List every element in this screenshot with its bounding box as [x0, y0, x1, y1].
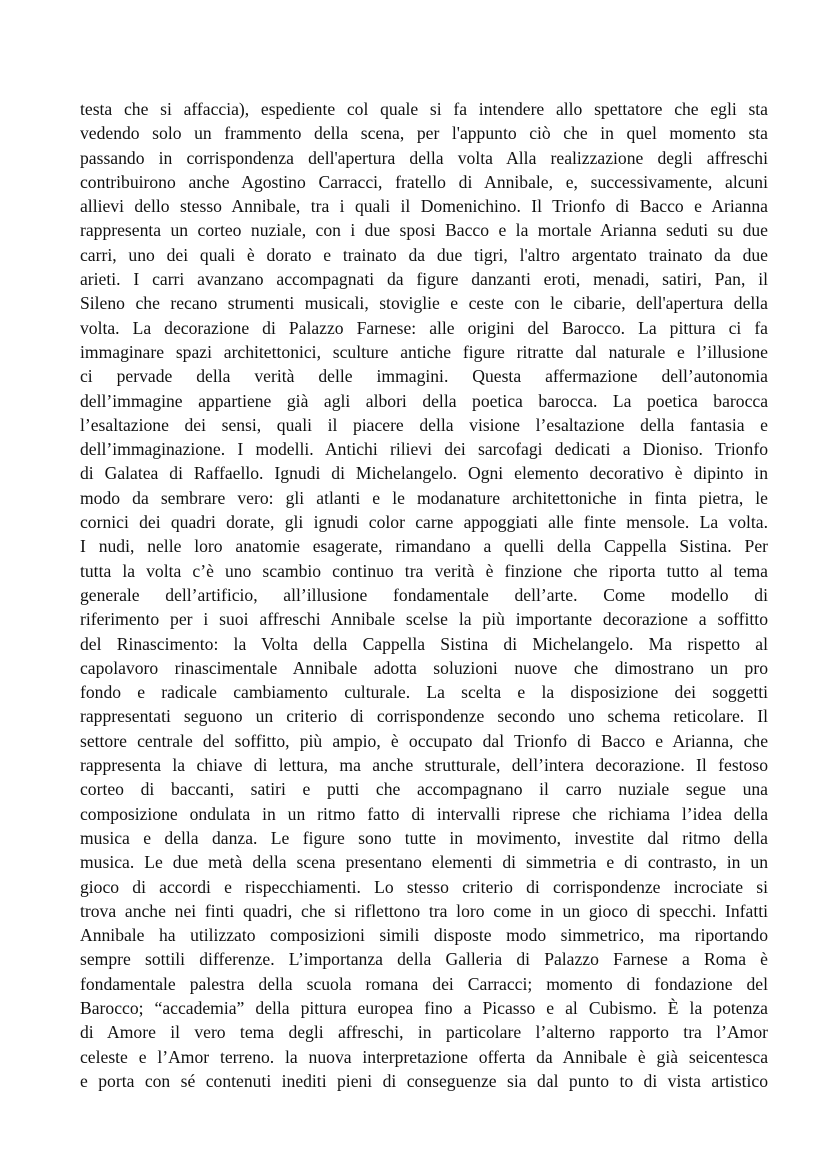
text-line: allievi dello stesso Annibale, tra i quali il Domenichino. Il Trionfo di Bacco e Arianna	[80, 196, 768, 217]
text-line: vedendo solo un frammento della scena, per l'appunto ciò che in quel momento sta	[80, 123, 768, 144]
text-line: settore centrale del soffitto, più ampio, è occupato dal Trionfo di Bacco e Arianna, che	[80, 730, 768, 751]
text-line: contribuirono anche Agostino Carracci, fratello di Annibale, e, successivamente, alcuni	[80, 171, 768, 192]
body-text	[80, 97, 768, 1093]
text-line: rappresenta un corteo nuziale, con i due sposi Bacco e la mortale Arianna seduti su due	[80, 220, 768, 241]
text-line: musica. Le due metà della scena presentano elementi di simmetria e di contrasto, in un	[80, 852, 768, 873]
text-line: composizione ondulata in un ritmo fatto di intervalli riprese che richiama l’idea della	[80, 803, 768, 824]
text-line: sempre sottili differenze. L’importanza della Galleria di Palazzo Farnese a Roma è	[80, 949, 768, 970]
text-line: celeste e l’Amor terreno. la nuova interpretazione offerta da Annibale è già seicentesca	[80, 1046, 768, 1067]
text-line: immaginare spazi architettonici, sculture antiche figure ritratte dal naturale e l’illusione	[80, 341, 768, 362]
text-line: dell’immaginazione. I modelli. Antichi rilievi dei sarcofagi dedicati a Dioniso. Trionfo	[80, 439, 768, 460]
text-line: rappresentati seguono un criterio di corrispondenze secondo uno schema reticolare. Il	[80, 706, 768, 727]
text-line: capolavoro rinascimentale Annibale adotta soluzioni nuove che dimostrano un pro	[80, 657, 768, 678]
text-line: modo da sembrare vero: gli atlanti e le modanature architettoniche in finta pietra, le	[80, 487, 768, 508]
text-line: del Rinascimento: la Volta della Cappella Sistina di Michelangelo. Ma rispetto al	[80, 633, 768, 654]
text-line: testa che si affaccia), espediente col quale si fa intendere allo spettatore che egli sta	[80, 99, 768, 119]
text-line: Sileno che recano strumenti musicali, stoviglie e ceste con le cibarie, dell'apertura della	[80, 293, 768, 314]
text-line: volta. La decorazione di Palazzo Farnese: alle origini del Barocco. La pittura ci fa	[80, 317, 768, 338]
text-line: rappresenta la chiave di lettura, ma anche strutturale, dell’intera decorazione. Il festoso	[80, 755, 768, 776]
text-line: fondo e radicale cambiamento culturale. La scelta e la disposizione dei soggetti	[80, 682, 768, 703]
text-line: Annibale ha utilizzato composizioni simili disposte modo simmetrico, ma riportando	[80, 925, 768, 946]
text-line: Barocco; “accademia” della pittura europea fino a Picasso e al Cubismo. È la potenza	[80, 997, 768, 1018]
text-line: I nudi, nelle loro anatomie esagerate, rimandano a quelli della Cappella Sistina. Per	[80, 536, 768, 557]
text-line: tutta la volta c’è uno scambio continuo tra verità è finzione che riporta tutto al tema	[80, 560, 768, 581]
text-line: carri, uno dei quali è dorato e trainato da due tigri, l'altro argentato trainato da due	[80, 244, 768, 265]
text-line: gioco di accordi e rispecchiamenti. Lo stesso criterio di corrispondenze incrociate si	[80, 876, 768, 897]
text-line: e porta con sé contenuti inediti pieni di conseguenze sia dal punto to di vista artistico	[80, 1070, 768, 1091]
text-line: l’esaltazione dei sensi, quali il piacere della visione l’esaltazione della fantasia e	[80, 414, 768, 435]
text-line: trova anche nei finti quadri, che si riflettono tra loro come in un gioco di specchi. Infatti	[80, 900, 768, 921]
text-line: passando in corrispondenza dell'apertura della volta Alla realizzazione degli affreschi	[80, 147, 768, 168]
text-line: riferimento per i suoi affreschi Annibale scelse la più importante decorazione a soffitto	[80, 609, 768, 630]
text-line: di Amore il vero tema degli affreschi, in particolare l’alterno rapporto tra l’Amor	[80, 1022, 768, 1043]
text-line: di Galatea di Raffaello. Ignudi di Michelangelo. Ogni elemento decorativo è dipinto in	[80, 463, 768, 484]
text-line: cornici dei quadri dorate, gli ignudi color carne appoggiati alle finte mensole. La volta.	[80, 512, 768, 533]
text-line: corteo di baccanti, satiri e putti che accompagnano il carro nuziale segue una	[80, 779, 768, 800]
text-line: ci pervade della verità delle immagini. Questa affermazione dell’autonomia	[80, 366, 768, 387]
text-line: arieti. I carri avanzano accompagnati da figure danzanti eroti, menadi, satiri, Pan, il	[80, 269, 768, 290]
text-line: musica e della danza. Le figure sono tutte in movimento, investite dal ritmo della	[80, 827, 768, 848]
text-line: generale dell’artificio, all’illusione fondamentale dell’arte. Come modello di	[80, 584, 768, 605]
text-line: dell’immagine appartiene già agli albori della poetica barocca. La poetica barocca	[80, 390, 768, 411]
text-line: fondamentale palestra della scuola romana dei Carracci; momento di fondazione del	[80, 973, 768, 994]
